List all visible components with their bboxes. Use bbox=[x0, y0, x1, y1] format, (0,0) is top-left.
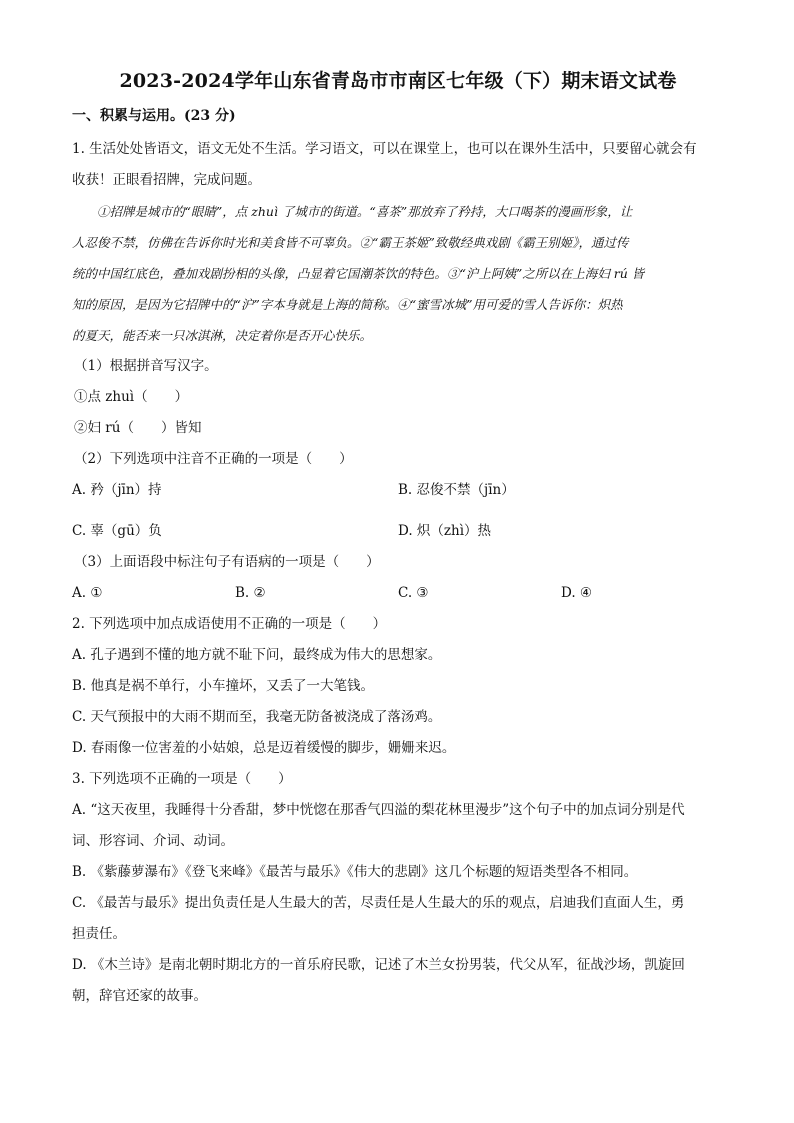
option-a: A. 矜（jīn）持 bbox=[72, 482, 162, 498]
option-a-cont: 词、形容词、介词、动词。 bbox=[72, 833, 234, 849]
option-a: A. 孔子遇到不懂的地方就不耻下问，最终成为伟大的思想家。 bbox=[72, 647, 442, 663]
passage-line: ①招牌是城市的“眼睛”，点 zhuì 了城市的街道。“喜茶”那放弃了矜持，大口喝茶的漫画形象，让 bbox=[97, 204, 633, 219]
q3-stem: 3. 下列选项不正确的一项是（ ） bbox=[72, 771, 292, 787]
q1-intro-line: 收获！正眼看招牌，完成问题。 bbox=[72, 172, 261, 188]
q1-sub1-item-b: ②妇 rú（ ）皆知 bbox=[74, 420, 202, 436]
option-b: B. 忍俊不禁（jīn） bbox=[398, 482, 515, 498]
q1-sub3-stem: （3）上面语段中标注句子有语病的一项是（ ） bbox=[74, 554, 380, 570]
passage-line: 人忍俊不禁，仿佛在告诉你时光和美食皆不可辜负。②“霸王茶姬”致敬经典戏剧《霸王别姬》，通过传 bbox=[72, 235, 629, 250]
q2-stem: 2. 下列选项中加点成语使用不正确的一项是（ ） bbox=[72, 616, 387, 632]
option-c: C. 《最苦与最乐》提出负责任是人生最大的苦，尽责任是人生最大的乐的观点，启迪我们直面人生，勇 bbox=[72, 895, 685, 911]
q1-sub2-options-row bbox=[72, 516, 724, 547]
q1-sub2-options-row bbox=[72, 475, 724, 506]
option-c: C. 辜（gū）负 bbox=[72, 523, 162, 539]
q1-passage bbox=[72, 196, 724, 351]
q1-sub3-options-row bbox=[72, 578, 724, 609]
option-b: B. 《紫藤萝瀑布》《登飞来峰》《最苦与最乐》《伟大的悲剧》这几个标题的短语类型各不相同。 bbox=[72, 864, 638, 880]
option-c-cont: 担责任。 bbox=[72, 926, 126, 942]
option-c: C. ③ bbox=[398, 585, 429, 601]
option-d: D. 《木兰诗》是南北朝时期北方的一首乐府民歌，记述了木兰女扮男装，代父从军，征战沙场，凯旋回 bbox=[72, 957, 685, 973]
question-3 bbox=[72, 764, 724, 1012]
option-b: B. 他真是祸不单行，小车撞坏，又丢了一大笔钱。 bbox=[72, 678, 375, 694]
passage-line: 统的中国红底色，叠加戏剧扮相的头像，凸显着它国潮茶饮的特色。③“沪上阿姨”之所以在上海妇 rú 皆 bbox=[72, 266, 645, 281]
section-heading: 一、积累与运用。(23 分) bbox=[72, 108, 236, 124]
option-b: B. ② bbox=[235, 585, 266, 601]
option-c: C. 天气预报中的大雨不期而至，我毫无防备被浇成了落汤鸡。 bbox=[72, 709, 442, 725]
page-title: 2023-2024学年山东省青岛市市南区七年级（下）期末语文试卷 bbox=[119, 70, 677, 92]
q1-sub1-stem: （1）根据拼音写汉字。 bbox=[74, 358, 218, 374]
passage-line: 的夏天，能否来一只冰淇淋，决定着你是否开心快乐。 bbox=[72, 328, 373, 343]
option-a: A. ① bbox=[72, 585, 103, 601]
option-d: D. ④ bbox=[561, 585, 593, 601]
option-d: D. 春雨像一位害羞的小姑娘，总是迈着缓慢的脚步，姗姗来迟。 bbox=[72, 740, 456, 756]
option-d: D. 炽（zhì）热 bbox=[398, 523, 492, 539]
q1-sub1-item-a: ①点 zhuì（ ） bbox=[74, 389, 189, 405]
q1-sub2-stem: （2）下列选项中注音不正确的一项是（ ） bbox=[74, 451, 353, 467]
passage-line: 知的原因，是因为它招牌中的“沪”字本身就是上海的简称。④“蜜雪冰城”用可爱的雪人告诉你：炽热 bbox=[72, 297, 623, 312]
question-2 bbox=[72, 609, 724, 764]
q1-intro-line: 1. 生活处处皆语文，语文无处不生活。学习语文，可以在课堂上，也可以在课外生活中，只要留心就会有 bbox=[72, 141, 697, 157]
question-1 bbox=[72, 134, 724, 609]
option-a: A. “这天夜里，我睡得十分香甜，梦中恍惚在那香气四溢的梨花林里漫步”这个句子中的加点词分别是代 bbox=[72, 802, 685, 818]
option-d-cont: 朝，辞官还家的故事。 bbox=[72, 988, 207, 1004]
